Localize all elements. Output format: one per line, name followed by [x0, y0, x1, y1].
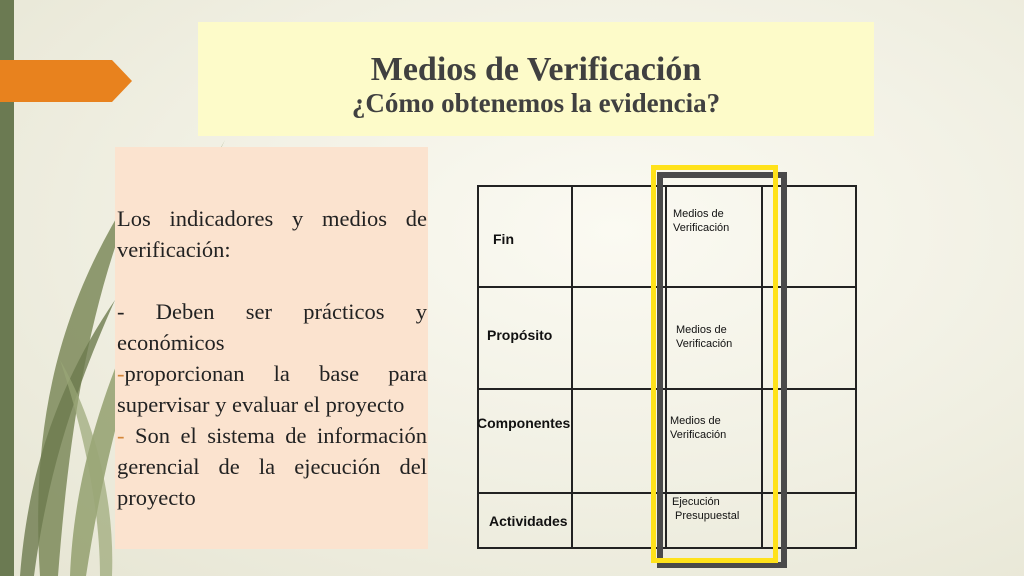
row-label-proposito: Propósito — [487, 327, 553, 343]
body-point — [117, 358, 427, 420]
body-intro: Los indicadores y medios de verificación: — [117, 206, 427, 262]
verification-text: Medios de Verificación — [670, 415, 727, 441]
body-point — [117, 420, 427, 513]
row-label-componentes: Componentes — [477, 415, 571, 431]
slide-title: Medios de Verificación — [370, 51, 702, 88]
body-point-dash: - — [117, 299, 125, 324]
body-text — [117, 203, 427, 513]
slide-subtitle: ¿Cómo obtenemos la evidencia? — [351, 88, 721, 118]
body-point-dash: - — [117, 423, 125, 448]
orange-arrow-tab — [0, 60, 132, 102]
row-label-fin: Fin — [493, 231, 514, 247]
body-point-text: proporcionan la base para supervisar y evaluar el proyecto — [117, 361, 427, 417]
body-text-box — [115, 147, 428, 549]
matrix-cell — [477, 388, 573, 494]
body-point — [117, 296, 427, 358]
verification-text: Medios de Verificación — [673, 208, 730, 234]
row-label-actividades: Actividades — [489, 513, 568, 529]
verification-text: Medios de Verificación — [676, 324, 733, 350]
matrix-cell — [477, 185, 573, 288]
body-point-text: Son el sistema de información gerencial de la ejecución del proyecto — [117, 423, 427, 510]
title-box — [198, 22, 874, 136]
body-point-text: Deben ser prácticos y económicos — [117, 299, 427, 355]
verification-text: Ejecución Presupuestal — [672, 496, 740, 522]
body-point-dash: - — [117, 361, 125, 386]
